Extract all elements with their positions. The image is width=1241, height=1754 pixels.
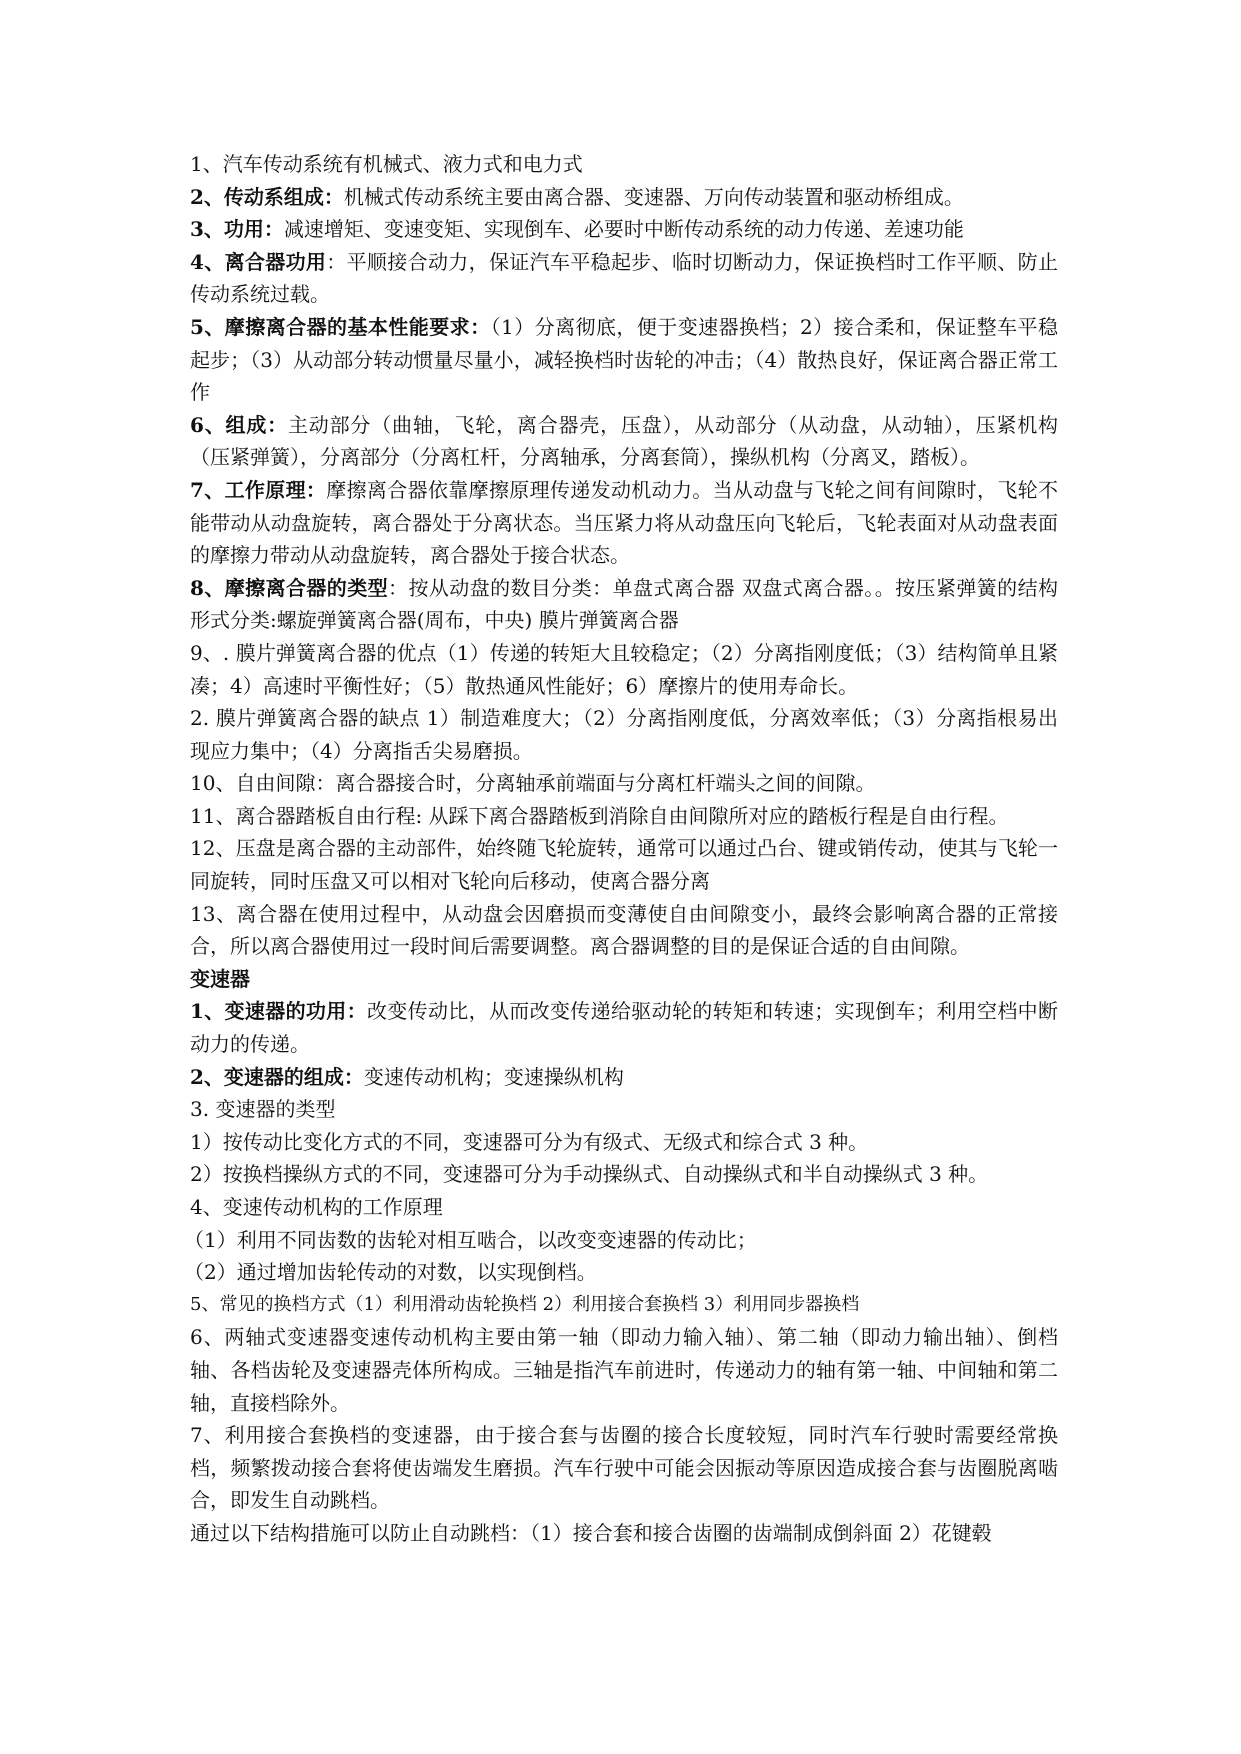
- paragraph-text: 机械式传动系统主要由离合器、变速器、万向传动装置和驱动桥组成。: [343, 184, 964, 209]
- paragraph-13: [190, 832, 1058, 897]
- paragraph-text: ：平顺接合动力，保证汽车平稳起步、临时切断动力，保证换档时工作平顺、防止传动系统过载。: [190, 249, 1058, 307]
- paragraph-text: 6、两轴式变速器变速传动机构主要由第一轴（即动力输入轴）、第二轴（即动力输出轴）、倒档轴、各档齿轮及变速器壳体所构成。三轴是指汽车前进时，传递动力的轴有第一轴、中间轴和第二轴，直接档除外。: [190, 1325, 1058, 1415]
- paragraph-text: 2. 膜片弹簧离合器的缺点 1）制造难度大；（2）分离指刚度低，分离效率低；（3）分离指根易出现应力集中；（4）分离指舌尖易磨损。: [190, 706, 1058, 763]
- paragraph-text: （1）利用不同齿数的齿轮对相互啮合，以改变变速器的传动比；: [184, 1227, 757, 1252]
- paragraph-lead: 2、传动系组成：: [190, 184, 344, 209]
- paragraph-6: [190, 409, 1058, 474]
- paragraph-text: 13、离合器在使用过程中，从动盘会因磨损而变薄使自由间隙变小，最终会影响离合器的正常接合，所以离合器使用过一段时间后需要调整。离合器调整的目的是保证合适的自由间隙。: [190, 901, 1058, 959]
- paragraph-text: 12、压盘是离合器的主动部件，始终随飞轮旋转，通常可以通过凸台、键或销传动，使其与飞轮一同旋转，同时压盘又可以相对飞轮向后移动，使离合器分离: [190, 836, 1058, 894]
- paragraph-text: 9、. 膜片弹簧离合器的优点（1）传递的转矩大且较稳定；（2）分离指刚度低；（3）结构简单且紧凑；4）高速时平衡性好；（5）散热通风性能好；6）摩擦片的使用寿命长。: [190, 640, 1058, 698]
- paragraph-10: [190, 702, 1058, 767]
- paragraph-16: [190, 995, 1058, 1060]
- paragraph-text: 7、利用接合套换档的变速器，由于接合套与齿圈的接合长度较短，同时汽车行驶时需要经常换档，频繁拨动接合套将使齿端发生磨损。汽车行驶中可能会因振动等原因造成接合套与齿圈脱离啮合，即发生自动跳档。: [190, 1423, 1058, 1513]
- paragraph-text: （2）通过增加齿轮传动的对数，以实现倒档。: [184, 1260, 597, 1285]
- paragraph-5: [190, 311, 1058, 409]
- paragraph-lead: 1、变速器的功用：: [190, 999, 367, 1024]
- paragraph-text: 3. 变速器的类型: [190, 1097, 336, 1122]
- paragraph-text: 主动部分（曲轴，飞轮，离合器壳，压盘），从动部分（从动盘，从动轴），压紧机构（压紧弹簧），分离部分（分离杠杆，分离轴承，分离套筒），操纵机构（分离叉，踏板）。: [190, 412, 1059, 470]
- paragraph-7: [190, 474, 1058, 572]
- paragraph-2: [190, 181, 1058, 214]
- paragraph-text: 4、变速传动机构的工作原理: [190, 1195, 443, 1219]
- paragraph-11: [190, 767, 1058, 800]
- paragraph-text: 改变传动比，从而改变传递给驱动轮的转矩和转速；实现倒车；利用空档中断动力的传递。: [190, 999, 1058, 1057]
- paragraph-text: 2）按换档操纵方式的不同，变速器可分为手动操纵式、自动操纵式和半自动操纵式 3 种。: [190, 1162, 989, 1187]
- paragraph-27: [190, 1517, 1058, 1550]
- document-page: [184, 148, 1059, 1550]
- paragraph-25: [190, 1321, 1058, 1419]
- paragraph-text: 5、常见的换档方式（1）利用滑动齿轮换档 2）利用接合套换档 3）利用同步器换档: [190, 1293, 860, 1315]
- paragraph-8: [190, 572, 1058, 637]
- paragraph-22: [184, 1224, 1058, 1257]
- paragraph-14: [190, 898, 1058, 963]
- paragraph-text: （1）分离彻底，便于变速器换档；2）接合柔和，保证整车平稳起步；（3）从动部分转动惯量尽量小，减轻换档时齿轮的冲击；（4）散热良好，保证离合器正常工作: [190, 314, 1059, 405]
- paragraph-text: 变速传动机构；变速操纵机构: [363, 1064, 624, 1089]
- paragraph-3: [190, 213, 1058, 246]
- section-heading: [190, 963, 1058, 996]
- paragraph-text: 摩擦离合器依靠摩擦原理传递发动机动力。当从动盘与飞轮之间有间隙时，飞轮不能带动从动盘旋转，离合器处于分离状态。当压紧力将从动盘压向飞轮后，飞轮表面对从动盘表面的摩擦力带动从动盘旋转，离合器处于接合状态。: [190, 477, 1058, 568]
- paragraph-lead: 4、离合器功用: [190, 249, 327, 274]
- paragraph-9: [190, 637, 1058, 702]
- paragraph-26: [190, 1419, 1058, 1517]
- paragraph-lead: 3、功用：: [190, 217, 284, 242]
- paragraph-24: [190, 1289, 1058, 1322]
- paragraph-23: [184, 1256, 1058, 1289]
- paragraph-text: 通过以下结构措施可以防止自动跳档：（1）接合套和接合齿圈的齿端制成倒斜面 2）花键毂: [190, 1520, 992, 1545]
- paragraph-21: [190, 1191, 1058, 1224]
- paragraph-17: [190, 1061, 1058, 1094]
- paragraph-lead: 7、工作原理：: [190, 477, 327, 502]
- paragraph-text: 11、离合器踏板自由行程: 从踩下离合器踏板到消除自由间隙所对应的踏板行程是自由行程。: [190, 803, 1009, 828]
- paragraph-text: 减速增矩、变速变矩、实现倒车、必要时中断传动系统的动力传递、差速功能: [283, 217, 964, 242]
- paragraph-lead: 2、变速器的组成：: [190, 1064, 364, 1089]
- paragraph-lead: 5、摩擦离合器的基本性能要求：: [190, 314, 491, 339]
- paragraph-12: [190, 800, 1058, 833]
- paragraph-text: ：按从动盘的数目分类：单盘式离合器 双盘式离合器。。按压紧弹簧的结构形式分类:螺旋弹簧离合器(周布，中央) 膜片弹簧离合器: [190, 575, 1059, 633]
- paragraph-lead: 8、摩擦离合器的类型: [190, 575, 389, 600]
- paragraph-4: [190, 246, 1058, 311]
- paragraph-1: [190, 148, 1058, 181]
- paragraph-text: 1）按传动比变化方式的不同，变速器可分为有级式、无级式和综合式 3 种。: [190, 1129, 869, 1154]
- paragraph-lead: 6、组成：: [190, 412, 288, 437]
- paragraph-18: [190, 1093, 1058, 1126]
- paragraph-text: 10、自由间隙：离合器接合时，分离轴承前端面与分离杠杆端头之间的间隙。: [190, 771, 876, 796]
- paragraph-text: 1、汽车传动系统有机械式、液力式和电力式: [190, 152, 583, 176]
- paragraph-20: [190, 1158, 1058, 1191]
- paragraph-19: [190, 1126, 1058, 1159]
- section-heading-text: 变速器: [190, 966, 250, 991]
